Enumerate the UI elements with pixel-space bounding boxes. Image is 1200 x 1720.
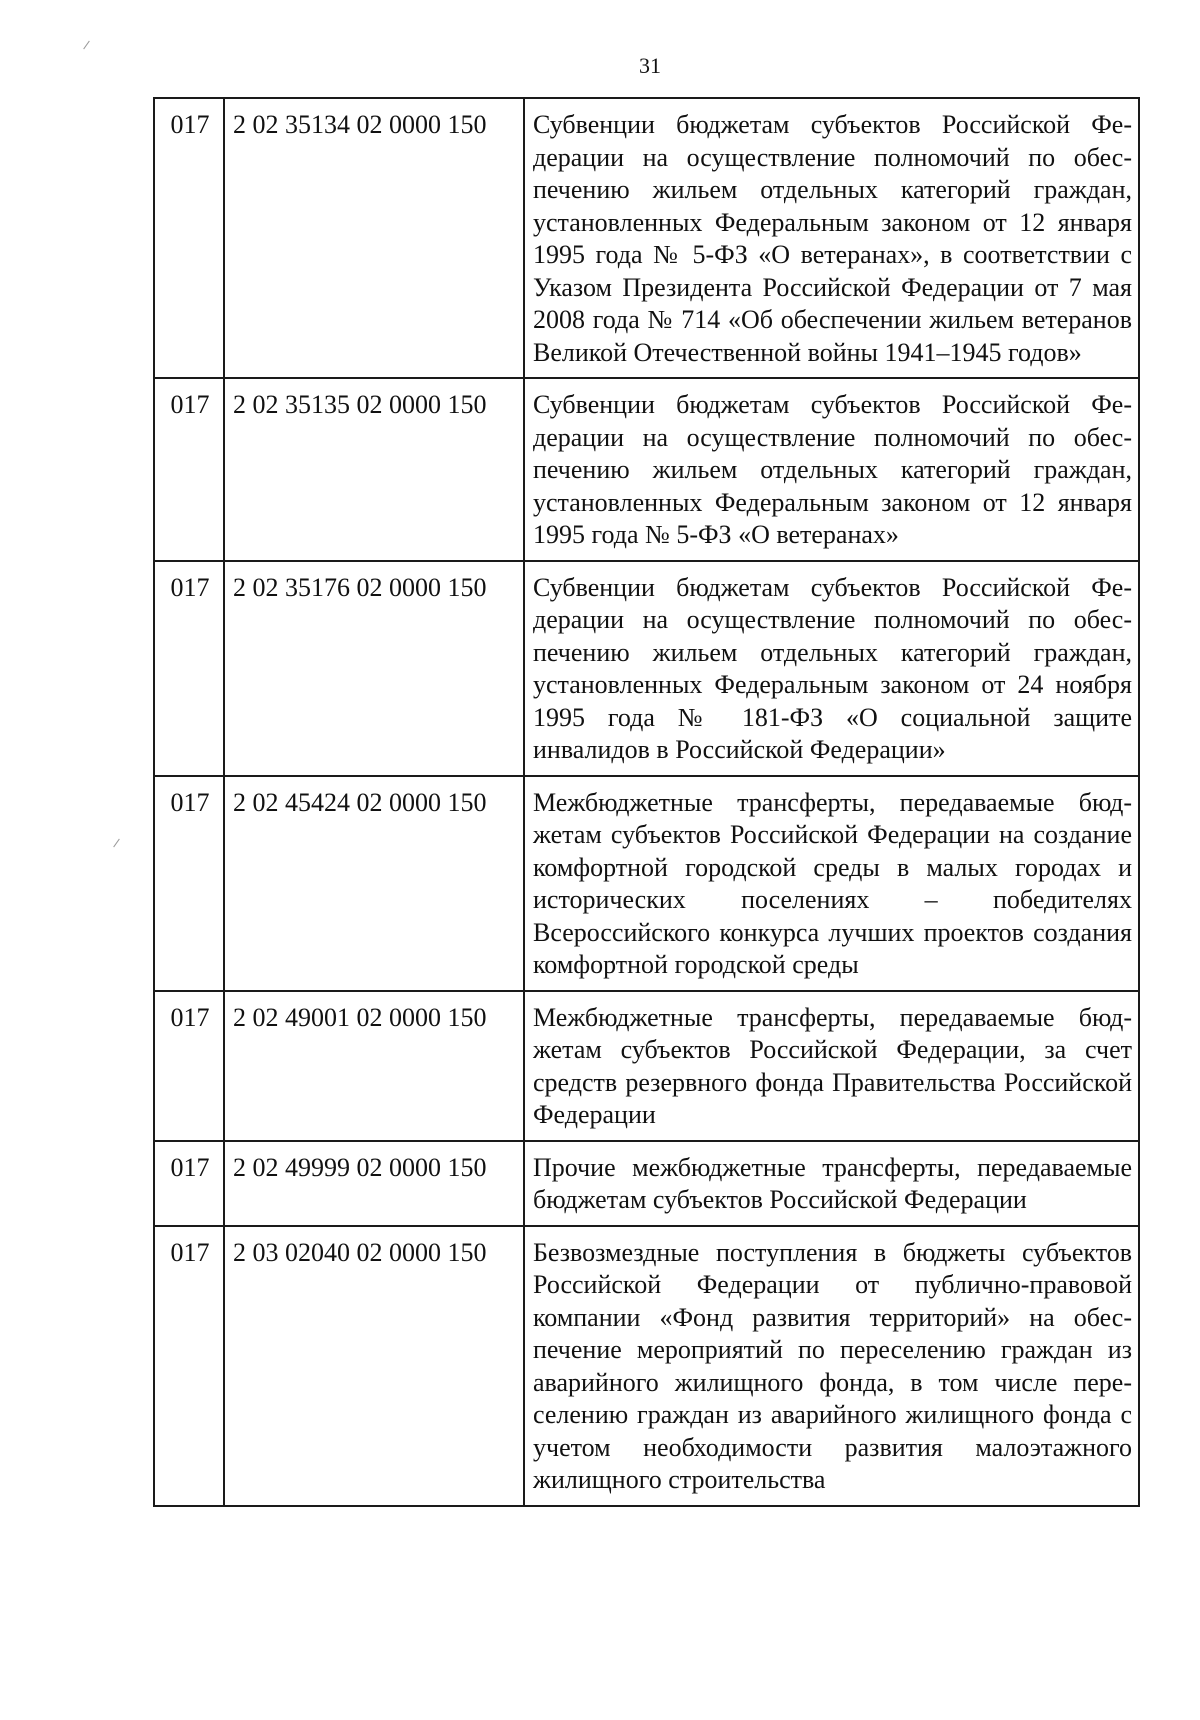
description-cell: Безвозмездные поступления в бюджеты субъектов Российской Федерации от публично-правовой компании «Фонд развития территорий» на обеспечение мероприятий по переселению граждан из аварийного жилищного фонда, в том числе переселению граждан из аварийного жилищного фонда с учетом необходимости развития малоэтажного жилищного строительства — [524, 1226, 1139, 1506]
table-row — [154, 378, 1139, 561]
admin-code-cell: 017 — [154, 991, 224, 1141]
budget-code-cell: 2 02 35135 02 0000 150 — [224, 378, 524, 561]
admin-code-cell: 017 — [154, 776, 224, 991]
table-row — [154, 561, 1139, 776]
admin-code-cell: 017 — [154, 1226, 224, 1506]
budget-code-cell: 2 02 49001 02 0000 150 — [224, 991, 524, 1141]
table-row — [154, 991, 1139, 1141]
description-cell: Межбюджетные трансферты, передаваемые бюджетам субъектов Российской Федерации на создание комфортной городской среды в малых городах и исторических поселениях – победителях Всероссийского конкурса лучших проектов создания комфортной городской среды — [524, 776, 1139, 991]
budget-code-cell: 2 02 45424 02 0000 150 — [224, 776, 524, 991]
budget-classification-table — [153, 97, 1140, 1507]
admin-code-cell: 017 — [154, 98, 224, 378]
description-cell: Межбюджетные трансферты, передаваемые бюджетам субъектов Российской Федерации, за счет средств резервного фонда Правительства Российской Федерации — [524, 991, 1139, 1141]
table-row — [154, 1141, 1139, 1226]
admin-code-cell: 017 — [154, 561, 224, 776]
description-cell: Субвенции бюджетам субъектов Российской Федерации на осуществление полномочий по обеспечению жильем отдельных категорий граждан, установленных Федеральным законом от 12 января 1995 года № 5-ФЗ «О ветеранах», в соответствии с Указом Президента Российской Федерации от 7 мая 2008 года № 714 «Об обеспечении жильем ветеранов Великой Отечественной войны 1941–1945 годов» — [524, 98, 1139, 378]
description-cell: Субвенции бюджетам субъектов Российской Федерации на осуществление полномочий по обеспечению жильем отдельных категорий граждан, установленных Федеральным законом от 12 января 1995 года № 5-ФЗ «О ветеранах» — [524, 378, 1139, 561]
budget-code-cell: 2 02 35176 02 0000 150 — [224, 561, 524, 776]
description-cell: Субвенции бюджетам субъектов Российской Федерации на осуществление полномочий по обеспечению жильем отдельных категорий граждан, установленных Федеральным законом от 24 ноября 1995 года № 181-ФЗ «О социальной защите инвалидов в Российской Федерации» — [524, 561, 1139, 776]
admin-code-cell: 017 — [154, 378, 224, 561]
admin-code-cell: 017 — [154, 1141, 224, 1226]
table-row — [154, 98, 1139, 378]
description-cell: Прочие межбюджетные трансферты, передаваемые бюджетам субъектов Российской Федерации — [524, 1141, 1139, 1226]
table-row — [154, 776, 1139, 991]
page-number: 31 — [639, 53, 661, 78]
scan-speck — [83, 41, 90, 50]
scan-speck — [113, 839, 120, 848]
budget-code-cell: 2 02 49999 02 0000 150 — [224, 1141, 524, 1226]
table-row — [154, 1226, 1139, 1506]
budget-code-cell: 2 03 02040 02 0000 150 — [224, 1226, 524, 1506]
budget-code-cell: 2 02 35134 02 0000 150 — [224, 98, 524, 378]
